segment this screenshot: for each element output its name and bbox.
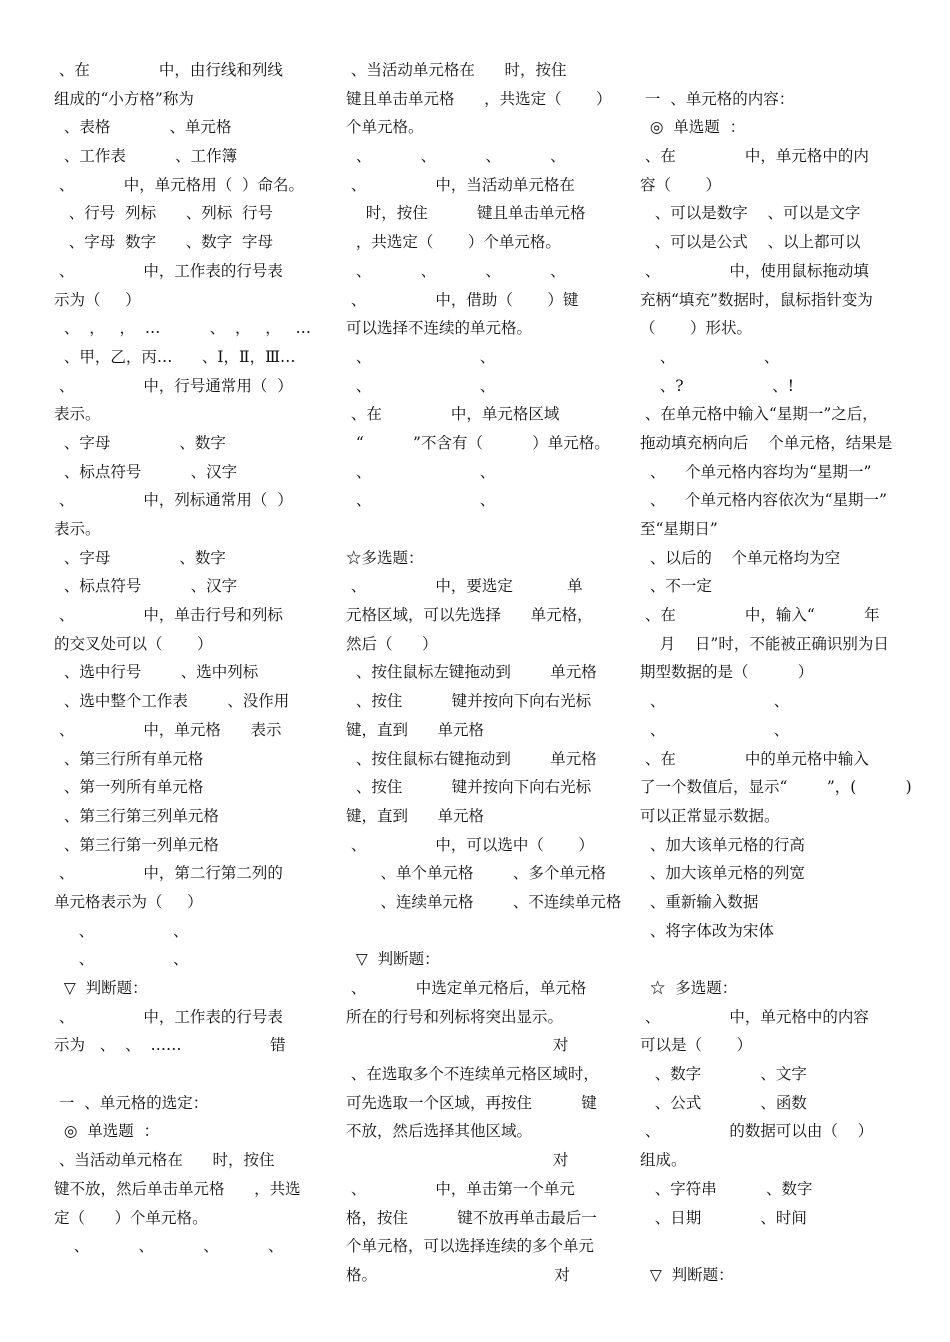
text-line: 键，直到 单元格 <box>346 806 485 825</box>
text-line: 了一个数值后，显示“ ”，( ) <box>640 778 912 797</box>
text-line: 期型数据的是（ ） <box>640 663 814 682</box>
text-line <box>640 56 902 85</box>
text-line: 表示。 <box>54 405 101 424</box>
text-line: “ ”不含有（ ）单元格。 <box>346 433 610 452</box>
text-line: 示为 、 、 …… 错 <box>54 1036 286 1055</box>
text-line: 、在 中的单元格中输入 <box>640 749 869 768</box>
text-line: 、甲，乙，丙… 、Ⅰ，Ⅱ，Ⅲ… <box>54 347 296 366</box>
column-left <box>54 56 316 1261</box>
text-line: 、在 中，输入“ 年 <box>640 606 880 625</box>
text-line: 对 <box>346 1036 569 1055</box>
text-line: 、重新输入数据 <box>640 892 759 911</box>
text-line: 示为（ ） <box>54 290 141 309</box>
text-line: 格。 对 <box>346 1265 570 1284</box>
text-line: 、 中，单击行号和列标 <box>54 606 283 625</box>
text-line: 单元格表示为（ ） <box>54 892 203 911</box>
text-line: 、 中，列标通常用（ ） <box>54 491 293 510</box>
text-line: 、 中，可以选中（ ） <box>346 835 594 854</box>
text-line: 、可以是公式 、以上都可以 <box>640 233 861 252</box>
text-line: 个单元格，可以选择连续的多个单元 <box>346 1237 595 1256</box>
text-line: 、字母 数字 、数字 字母 <box>54 233 274 252</box>
text-line: 时，按住 键且单击单元格 <box>346 204 586 223</box>
text-line: 、按住鼠标左键拖动到 单元格 <box>346 663 597 682</box>
text-line: 、 个单元格内容依次为“星期一” <box>640 491 887 510</box>
text-line: ▽ 判断题： <box>346 950 440 969</box>
text-line: （ ）形状。 <box>640 319 752 338</box>
text-line: 、 、 <box>346 347 496 366</box>
text-line: 组成。 <box>640 1151 687 1170</box>
text-line: 一 、单元格的内容： <box>640 89 795 108</box>
text-line: 拖动填充柄向后 个单元格，结果是 <box>640 433 893 452</box>
text-line: 、第一列所有单元格 <box>54 778 204 797</box>
text-line: 、加大该单元格的行高 <box>640 835 805 854</box>
text-line: 、第三行所有单元格 <box>54 749 204 768</box>
text-line: 所在的行号和列标将突出显示。 <box>346 1007 564 1026</box>
text-line: 、在 中，单元格区域 <box>346 405 560 424</box>
text-line: ◎ 单选题 ： <box>54 1122 160 1141</box>
text-line: 、 中，第二行第二列的 <box>54 864 283 883</box>
text-line: 、连续单元格 、不连续单元格 <box>346 892 622 911</box>
text-line: 可以是（ ） <box>640 1036 752 1055</box>
text-line: 对 <box>346 1151 569 1170</box>
text-line: 、单个单元格 、多个单元格 <box>346 864 606 883</box>
text-line: ▽ 判断题： <box>640 1265 734 1284</box>
text-line: 、工作表 、工作簿 <box>54 147 238 166</box>
text-line: 表示。 <box>54 520 101 538</box>
text-line: 、 、 <box>346 491 496 510</box>
text-line: 、 、 <box>54 921 189 940</box>
text-line: 、字母 、数字 <box>54 548 226 567</box>
text-line: 可以正常显示数据。 <box>640 806 780 825</box>
text-line: 、不一定 <box>640 577 712 596</box>
text-line: 、标点符号 、汉字 <box>54 462 238 481</box>
text-line: 、当活动单元格在 时，按住 <box>346 61 567 79</box>
text-line: 、数字 、文字 <box>640 1065 807 1084</box>
text-line: 组成的“小方格”称为 <box>54 89 194 108</box>
text-line: 、第三行第一列单元格 <box>54 835 219 854</box>
text-line: 、 中，工作表的行号表 <box>54 261 283 280</box>
text-line: 定（ ）个单元格。 <box>54 1208 208 1227</box>
text-line: 、在 中，单元格中的内 <box>640 147 869 166</box>
text-line: 、 个单元格内容均为“星期一” <box>640 462 872 481</box>
text-line: 、 ， ， … 、 ， ， … <box>54 319 312 338</box>
text-line: 、第三行第三列单元格 <box>54 806 219 825</box>
text-line: 、 的数据可以由（ ） <box>640 1122 874 1141</box>
text-line: ◎ 单选题 ： <box>640 118 746 137</box>
text-line: 、按住鼠标右键拖动到 单元格 <box>346 749 597 768</box>
text-line: 、 、 <box>346 376 496 395</box>
text-line: 、 、 <box>640 692 790 711</box>
text-line: 可先选取一个区域，再按住 键 <box>346 1093 597 1112</box>
text-line: 、字母 、数字 <box>54 433 226 452</box>
text-line: 键不放，然后单击单元格 ，共选 <box>54 1179 301 1198</box>
text-line: 、行号 列标 、列标 行号 <box>54 204 274 223</box>
text-line: 、 、 <box>346 462 496 481</box>
text-line: 元格区域，可以先选择 单元格， <box>346 606 593 625</box>
text-line: 、按住 键并按向下向右光标 <box>346 692 592 711</box>
column-middle <box>346 56 622 1290</box>
text-line: 、日期 、时间 <box>640 1208 807 1227</box>
text-line: 、 中，要选定 单 <box>346 577 583 596</box>
text-line: 、在 中，由行线和列线 <box>54 61 283 79</box>
text-line: 、 中，借助（ ）键 <box>346 290 579 309</box>
text-line: 、表格 、单元格 <box>54 118 232 137</box>
text-line: 可以选择不连续的单元格。 <box>346 319 533 338</box>
text-line: 、加大该单元格的列宽 <box>640 864 805 883</box>
text-line: ▽ 判断题： <box>54 979 148 997</box>
text-line: 、字符串 、数字 <box>640 1179 813 1198</box>
text-line: 键，直到 单元格 <box>346 720 485 739</box>
text-line: 、选中行号 、选中列标 <box>54 663 259 682</box>
text-line: 、 、 、 、 <box>346 261 566 280</box>
text-line: 不放，然后选择其他区域。 <box>346 1122 533 1141</box>
text-line: 、 、 <box>640 720 790 739</box>
text-line: 、选中整个工作表 、没作用 <box>54 692 290 711</box>
text-line: 容（ ） <box>640 175 721 194</box>
text-line <box>346 917 608 946</box>
text-line: 、 中，单元格用（ ）命名。 <box>54 175 305 194</box>
text-line: 至“星期日” <box>640 520 718 538</box>
text-line: 月 日”时，不能被正确识别为日 <box>640 634 889 653</box>
text-line: 、以后的 个单元格均为空 <box>640 548 841 567</box>
text-line: 格，按住 键不放再单击最后一 <box>346 1208 597 1227</box>
text-line: ☆多选题： <box>346 548 424 567</box>
text-line: 的交叉处可以（ ） <box>54 634 213 653</box>
text-line <box>346 515 608 544</box>
text-line: 然后（ ） <box>346 634 438 653</box>
text-line: 、可以是数字 、可以是文字 <box>640 204 861 223</box>
text-line: 、 、 、 、 <box>54 1237 284 1256</box>
text-line: 充柄“填充”数据时，鼠标指针变为 <box>640 290 873 309</box>
text-line: 、在单元格中输入“星期一”之后， <box>640 405 878 424</box>
text-line: 、 中选定单元格后，单元格 <box>346 979 587 997</box>
text-line: 、 中，行号通常用（ ） <box>54 376 293 395</box>
text-line: 、标点符号 、汉字 <box>54 577 238 596</box>
text-line: 、按住 键并按向下向右光标 <box>346 778 592 797</box>
text-line: 、 中，单元格中的内容 <box>640 1007 869 1026</box>
text-line: ☆ 多选题： <box>640 979 738 997</box>
text-line: 、 中，工作表的行号表 <box>54 1007 283 1026</box>
text-line: 键且单击单元格 ，共选定（ ） <box>346 89 612 108</box>
text-line: 、 中，使用鼠标拖动填 <box>640 261 869 280</box>
text-line: 、公式 、函数 <box>640 1093 807 1112</box>
text-line: 、? 、! <box>640 376 794 395</box>
text-line <box>54 1060 316 1089</box>
text-line <box>640 945 902 974</box>
text-line: 、 中，单击第一个单元 <box>346 1179 575 1198</box>
text-line: 、当活动单元格在 时，按住 <box>54 1151 275 1170</box>
text-line: 、 、 <box>54 950 189 969</box>
text-line: 、 、 <box>640 347 780 366</box>
text-line <box>640 1232 902 1261</box>
text-line: 、 、 、 、 <box>346 147 566 166</box>
text-line: ，共选定（ ）个单元格。 <box>346 233 561 252</box>
text-line: 、在选取多个不连续单元格区域时， <box>346 1065 599 1084</box>
text-line: 、将字体改为宋体 <box>640 921 774 940</box>
text-line: 、 中，单元格 表示 <box>54 720 282 739</box>
text-line: 个单元格。 <box>346 118 424 137</box>
text-line: 一 、单元格的选定： <box>54 1093 209 1112</box>
text-line: 、 中，当活动单元格在 <box>346 175 575 194</box>
column-right <box>640 56 912 1290</box>
